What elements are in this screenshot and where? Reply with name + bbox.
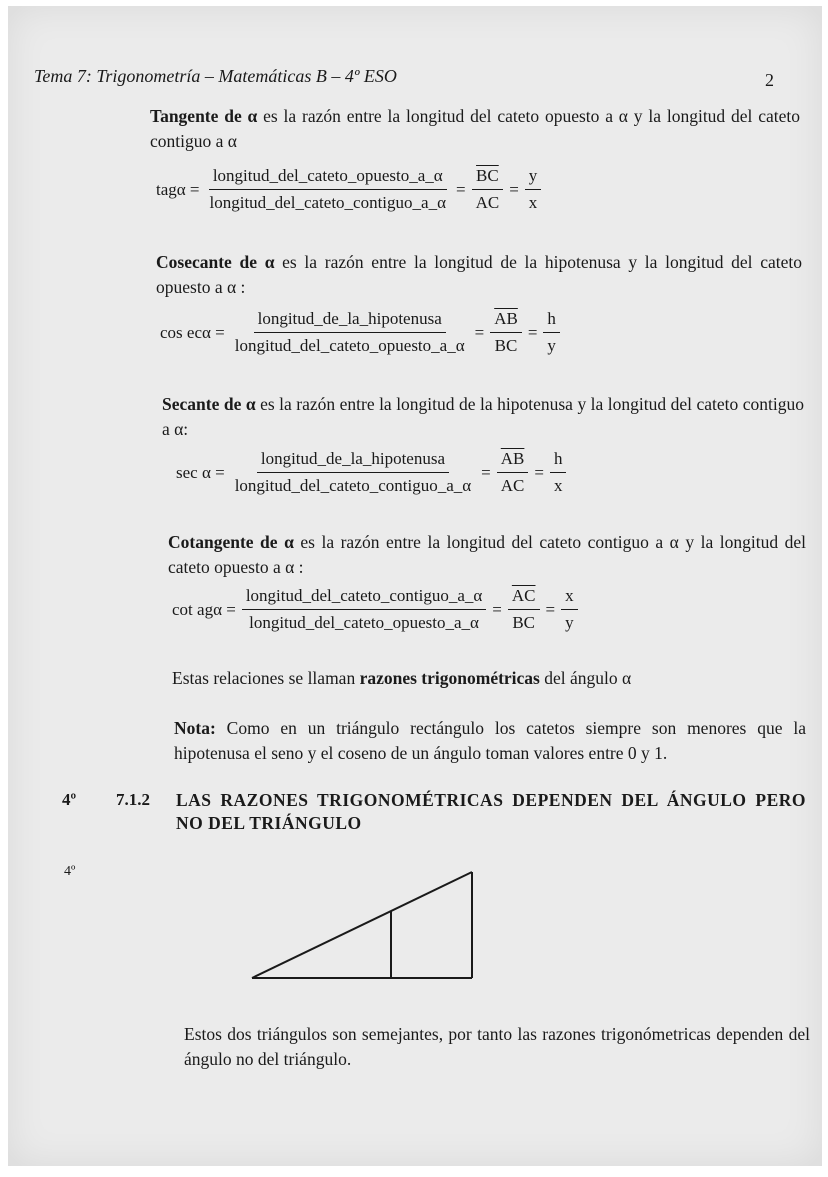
secante-definition	[162, 392, 804, 442]
cotangente-fraction-segments	[508, 586, 540, 633]
secante-fraction-words	[231, 449, 475, 496]
tangente-var-den: x	[528, 193, 538, 212]
cosecante-fraction-words	[231, 309, 469, 356]
cotangente-fraction-vars	[561, 586, 578, 633]
secante-formula: sec α = $\frac{\text{longitud\_de\_la\_hipotenusa}}{\text{longitud\_del\_cateto\_contiguo\_a\_α}}$ = $\frac{\overline{AB}}{AC}$ = $\frac{h}{x}$	[176, 449, 570, 496]
secante-numerator: longitud_de_la_hipotenusa	[257, 449, 449, 473]
cotangente-lhs: cot agα =	[172, 599, 236, 619]
cosecante-denominator: longitud_del_cateto_opuesto_a_α	[234, 336, 465, 355]
tangente-definition	[150, 104, 800, 154]
side-mark: 4º	[64, 864, 76, 879]
cosecante-formula: cos ecα = $\frac{\text{longitud\_de\_la\_hipotenusa}}{\text{longitud\_del\_cateto\_opuesto\_a\_α}}$ = $\frac{\overline{AB}}{BC}$ = $\frac{h}{y}$	[160, 309, 564, 356]
tangente-lhs: tagα =	[156, 179, 200, 199]
cotangente-var-num: x	[561, 586, 578, 610]
tangente-var-num: y	[525, 166, 542, 190]
page-header	[34, 66, 774, 90]
page-number: 2	[765, 70, 774, 90]
secante-var-num: h	[550, 449, 567, 473]
cotangente-term: Cotangente de α	[168, 532, 294, 552]
secante-segment-den: AC	[500, 476, 525, 495]
secante-fraction-segments	[497, 449, 529, 496]
tangente-segment-num: $\overline{BC}$	[472, 166, 503, 190]
cosecante-text: es la razón entre la longitud de la hipotenusa y la longitud del cateto opuesto a α :	[156, 252, 802, 297]
cosecante-segment-num: $\overline{AB}$	[490, 309, 522, 333]
relaciones-pre: Estas relaciones se llaman	[172, 668, 360, 688]
cotangente-fraction-words	[242, 586, 486, 633]
section-title: LAS RAZONES TRIGONOMÉTRICAS DEPENDEN DEL ÁNGULO PERO NO DEL TRIÁNGULO	[176, 790, 806, 833]
cotangente-segment-den: BC	[512, 613, 536, 632]
cosecante-lhs: cos ecα =	[160, 322, 225, 342]
relaciones-post: del ángulo α	[539, 668, 632, 688]
cosecante-var-den: y	[547, 336, 556, 355]
cotangente-formula: cot agα = $\frac{\text{longitud\_del\_cateto\_contiguo\_a\_α}}{\text{longitud\_del\_cateto\_opuesto\_a\_α}}$ = $\frac{\overline{AC}}{BC}$ = $\frac{x}{y}$	[172, 586, 582, 633]
secante-fraction-vars	[550, 449, 567, 496]
cosecante-term: Cosecante de α	[156, 252, 275, 272]
tangente-fraction-vars	[525, 166, 542, 213]
tangente-text: es la razón entre la longitud del cateto opuesto a α y la longitud del cateto contiguo a α	[150, 106, 800, 151]
nota-paragraph	[174, 716, 806, 766]
tangente-segment-den: AC	[475, 193, 500, 212]
section-side-mark: 4º	[62, 790, 77, 809]
hypotenuse-line	[252, 872, 472, 978]
tangente-fraction-words	[206, 166, 450, 213]
relaciones-bold: razones trigonométricas	[359, 668, 540, 688]
document-page	[8, 6, 822, 1166]
cosecante-var-num: h	[543, 309, 560, 333]
secante-lhs: sec α =	[176, 462, 225, 482]
header-title: Tema 7: Trigonometría – Matemáticas B – 4º ESO	[34, 66, 397, 86]
tangente-fraction-segments	[472, 166, 504, 213]
cosecante-definition	[156, 250, 802, 300]
section-number: 7.1.2	[116, 790, 150, 809]
cosecante-fraction-segments	[490, 309, 522, 356]
relaciones-paragraph	[172, 666, 802, 691]
secante-var-den: x	[553, 476, 563, 495]
secante-term: Secante de α	[162, 394, 256, 414]
tangente-numerator: longitud_del_cateto_opuesto_a_α	[209, 166, 447, 190]
nota-text: Como en un triángulo rectángulo los catetos siempre son menores que la hipotenusa el seno y el coseno de un ángulo toman valores entre 0 y 1.	[174, 718, 806, 763]
cotangente-numerator: longitud_del_cateto_contiguo_a_α	[242, 586, 486, 610]
cosecante-segment-den: BC	[494, 336, 518, 355]
tangente-formula: tagα = $\frac{\text{longitud\_del\_cateto\_opuesto\_a\_α}}{\text{longitud\_del\_cateto\_contiguo\_a\_α}}$ = $\frac{\overline{BC}}{AC}$ = $\frac{y}{x}$	[156, 166, 545, 213]
tangente-denominator: longitud_del_cateto_contiguo_a_α	[209, 193, 446, 212]
nota-label: Nota:	[174, 718, 216, 738]
cotangente-definition	[168, 530, 806, 580]
cotangente-text: es la razón entre la longitud del cateto contiguo a α y la longitud del cateto opuesto a α :	[168, 532, 807, 577]
cosecante-numerator: longitud_de_la_hipotenusa	[254, 309, 446, 333]
similar-triangles-diagram	[246, 864, 478, 984]
secante-text: es la razón entre la longitud de la hipotenusa y la longitud del cateto contiguo a α:	[162, 394, 804, 439]
secante-denominator: longitud_del_cateto_contiguo_a_α	[234, 476, 472, 495]
tangente-term: Tangente de α	[150, 106, 258, 126]
conclusion-paragraph: Estos dos triángulos son semejantes, por tanto las razones trigonómetricas dependen del ángulo no del triángulo.	[184, 1024, 810, 1069]
cotangente-denominator: longitud_del_cateto_opuesto_a_α	[249, 613, 479, 632]
cotangente-var-den: y	[565, 613, 574, 632]
secante-segment-num: $\overline{AB}$	[497, 449, 529, 473]
cotangente-segment-num: $\overline{AC}$	[508, 586, 540, 610]
cosecante-fraction-vars	[543, 309, 560, 356]
